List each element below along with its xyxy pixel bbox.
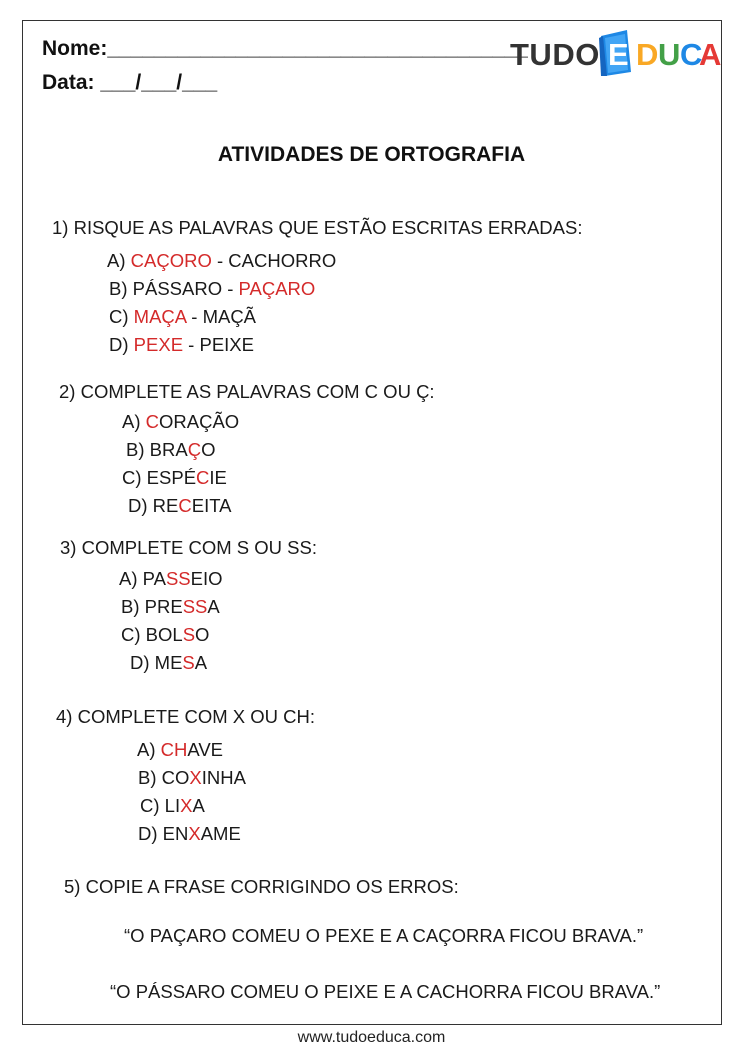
logo-e-letter: E (608, 37, 629, 72)
q3-item-b: B) PRESSA (121, 596, 220, 617)
logo-c-letter: C (680, 37, 703, 72)
footer-url[interactable]: www.tudoeduca.com (297, 1029, 446, 1046)
logo-u-letter: U (658, 37, 681, 72)
q1-item-a: A) CAÇORO - CACHORRO (107, 250, 337, 271)
q2-item-c: C) ESPÉCIE (122, 467, 227, 488)
name-field-label[interactable]: Nome:____________________________________ (42, 37, 528, 60)
q1-item-b: B) PÁSSARO - PAÇARO (109, 278, 316, 299)
q3-item-d: D) MESA (130, 652, 208, 673)
q3-item-c: C) BOLSO (121, 624, 210, 645)
q5-sentence: “O PAÇARO COMEU O PEXE E A CAÇORRA FICOU BRAVA.” (124, 925, 644, 946)
question-3-prompt: 3) COMPLETE COM S OU SS: (60, 537, 317, 558)
page-title: ATIVIDADES DE ORTOGRAFIA (217, 143, 526, 166)
q2-item-d: D) RECEITA (128, 495, 232, 516)
q2-item-b: B) BRAÇO (126, 439, 216, 460)
q1-item-c: C) MAÇA - MAÇÃ (109, 306, 257, 327)
logo-a-letter: A (699, 37, 722, 72)
question-2-prompt: 2) COMPLETE AS PALAVRAS COM C OU Ç: (59, 381, 435, 402)
question-4-prompt: 4) COMPLETE COM X OU CH: (56, 706, 316, 727)
q4-item-d: D) ENXAME (138, 823, 241, 844)
logo-tudo-text: TUDO (510, 37, 600, 72)
q4-item-c: C) LIXA (140, 795, 205, 816)
question-1-prompt: 1) RISQUE AS PALAVRAS QUE ESTÃO ESCRITAS ERRADAS: (52, 217, 583, 238)
page-border (22, 20, 722, 1025)
q4-item-b: B) COXINHA (138, 767, 246, 788)
q5-answer: “O PÁSSARO COMEU O PEIXE E A CACHORRA FICOU BRAVA.” (110, 981, 661, 1002)
q4-item-a: A) CHAVE (137, 739, 224, 760)
q2-item-a: A) CORAÇÃO (122, 411, 240, 432)
tudoeduca-logo (510, 24, 720, 84)
q1-item-d: D) PEXE - PEIXE (109, 334, 254, 355)
question-5-prompt: 5) COPIE A FRASE CORRIGINDO OS ERROS: (64, 876, 459, 897)
date-field-label[interactable]: Data: ___/___/___ (42, 71, 218, 94)
q3-item-a: A) PASSEIO (119, 568, 223, 589)
logo-d-letter: D (636, 37, 659, 72)
